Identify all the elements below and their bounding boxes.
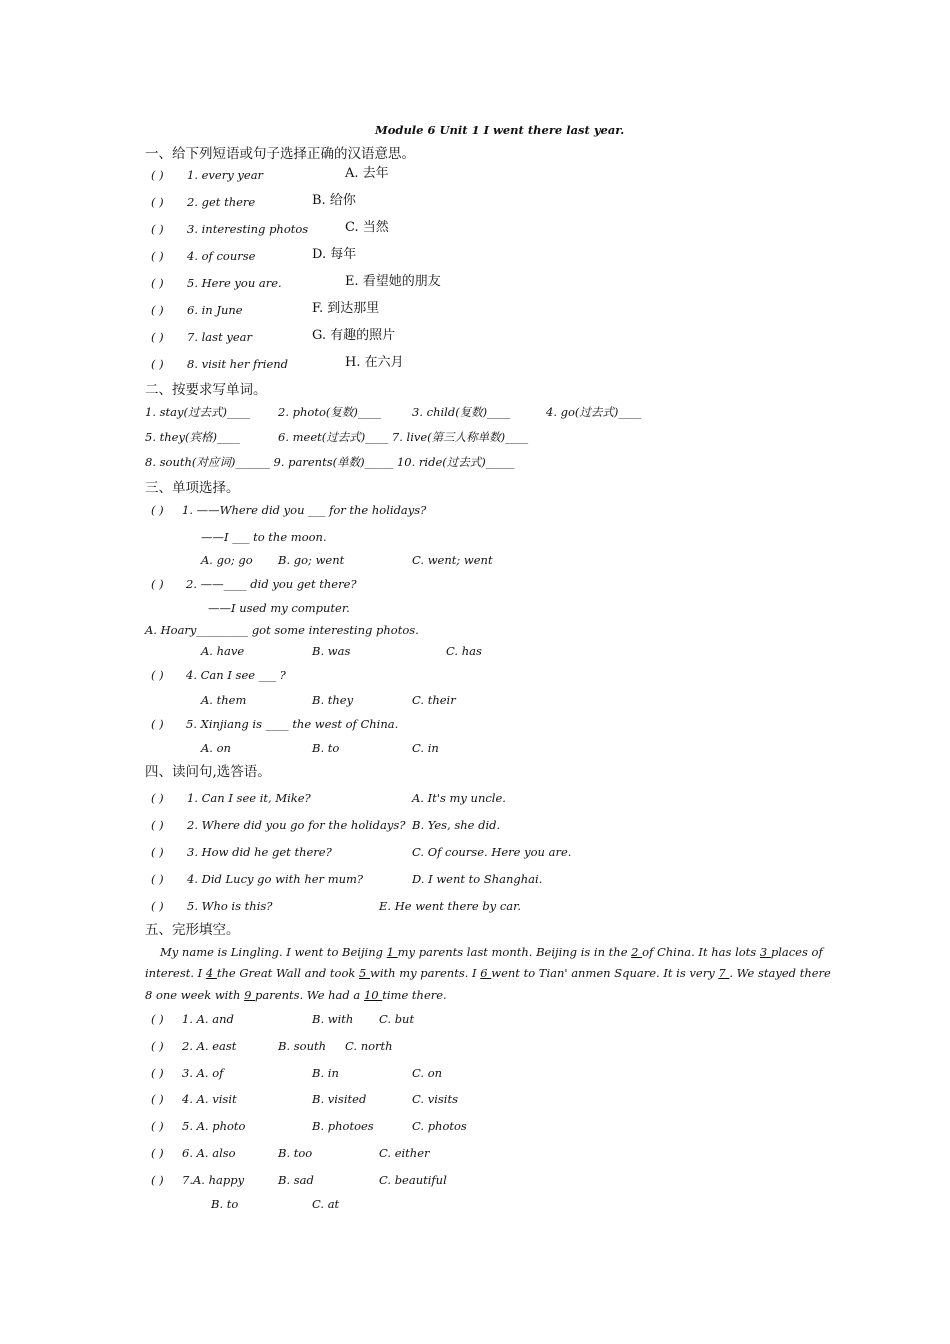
passage-line [160, 945, 823, 959]
choice-option: 5. A. photo [182, 1119, 246, 1133]
phrase-item: 1. every year [187, 168, 264, 182]
question-text: 2. Where did you go for the holidays? [187, 818, 406, 832]
passage-text: interest. I [145, 966, 206, 980]
answer-paren[interactable]: ( ) [151, 276, 164, 290]
reply-option: A. It's my uncle. [412, 791, 506, 805]
choice-option: B. with [312, 1012, 354, 1026]
choice-option: A. go; go [201, 553, 253, 567]
word-task[interactable]: 5. they(宾格)____ [145, 430, 240, 444]
section-2-heading: 二、按要求写单词。 [145, 382, 267, 398]
answer-paren[interactable]: ( ) [151, 899, 164, 913]
answer-paren[interactable]: ( ) [151, 1146, 164, 1160]
reply-option: D. I went to Shanghai. [412, 872, 543, 886]
blank-number[interactable]: 4 [205, 966, 217, 980]
answer-paren[interactable]: ( ) [151, 1092, 164, 1106]
passage-text: of China. It has lots [642, 945, 760, 959]
blank-number[interactable]: 9 [244, 988, 256, 1002]
choice-option: C. beautiful [379, 1173, 447, 1187]
choice-option: B. visited [312, 1092, 367, 1106]
passage-text: time there. [382, 988, 447, 1002]
answer-paren[interactable]: ( ) [151, 1039, 164, 1053]
choice-option: C. went; went [412, 553, 493, 567]
answer-paren[interactable]: ( ) [151, 222, 164, 236]
choice-option: A. them [201, 693, 247, 707]
section-4-heading: 四、读问句,选答语。 [145, 764, 271, 780]
choice-option: C. either [379, 1146, 430, 1160]
blank-number[interactable]: 10 [363, 988, 383, 1002]
meaning-option: B. 给你 [312, 193, 356, 208]
meaning-option: G. 有趣的照片 [312, 328, 396, 343]
reply-option: B. Yes, she did. [412, 818, 501, 832]
answer-paren[interactable]: ( ) [151, 791, 164, 805]
passage-text: parents. We had a [255, 988, 364, 1002]
choice-option: B. in [312, 1066, 339, 1080]
phrase-item: 7. last year [187, 330, 252, 344]
phrase-item: 4. of course [187, 249, 256, 263]
answer-paren[interactable]: ( ) [151, 818, 164, 832]
blank-number[interactable]: 7 [718, 966, 730, 980]
page-title: Module 6 Unit 1 I went there last year. [375, 123, 625, 137]
word-task[interactable]: 8. south(对应词)______ 9. parents(单数)_____ 10. ride(过去式)_____ [145, 455, 515, 469]
question-text: 4. Did Lucy go with her mum? [187, 872, 364, 886]
choice-option: B. too [278, 1146, 313, 1160]
passage-line [145, 988, 447, 1002]
reply-option: E. He went there by car. [379, 899, 522, 913]
section-5-heading: 五、完形填空。 [145, 922, 240, 938]
passage-text: went to Tian' anmen Square. It is very [491, 966, 719, 980]
answer-paren[interactable]: ( ) [151, 1173, 164, 1187]
answer-paren[interactable]: ( ) [151, 668, 164, 682]
word-task[interactable]: 6. meet(过去式)____ 7. live(第三人称单数)____ [278, 430, 529, 444]
choice-option: C. on [412, 1066, 443, 1080]
answer-paren[interactable]: ( ) [151, 168, 164, 182]
choice-option: B. go; went [278, 553, 345, 567]
answer-paren[interactable]: ( ) [151, 872, 164, 886]
passage-text: my parents last month. Beijing is in the [397, 945, 632, 959]
section-1-heading: 一、给下列短语或句子选择正确的汉语意思。 [145, 146, 415, 162]
choice-option: B. they [312, 693, 354, 707]
choice-option: C. north [345, 1039, 393, 1053]
phrase-item: 8. visit her friend [187, 357, 289, 371]
answer-paren[interactable]: ( ) [151, 303, 164, 317]
word-task[interactable]: 4. go(过去式)____ [546, 405, 642, 419]
choice-option: 2. A. east [182, 1039, 237, 1053]
phrase-item: 2. get there [187, 195, 256, 209]
choice-option: B. sad [278, 1173, 314, 1187]
choice-option: B. to [312, 741, 340, 755]
meaning-option: A. 去年 [345, 166, 389, 181]
word-task[interactable]: 2. photo(复数)____ [278, 405, 381, 419]
choice-option: C. but [379, 1012, 415, 1026]
question-text: 5. Who is this? [187, 899, 273, 913]
answer-paren[interactable]: ( ) [151, 503, 164, 517]
section-3-heading: 三、单项选择。 [145, 480, 240, 496]
choice-option: C. has [446, 644, 482, 658]
choice-option: 1. A. and [182, 1012, 234, 1026]
choice-option: B. was [312, 644, 351, 658]
choice-option: 3. A. of [182, 1066, 224, 1080]
meaning-option: C. 当然 [345, 220, 389, 235]
choice-option: 6. A. also [182, 1146, 236, 1160]
choice-option: 7.A. happy [182, 1173, 245, 1187]
reply-option: C. Of course. Here you are. [412, 845, 572, 859]
choice-option: C. in [412, 741, 439, 755]
question-text: ——I ___ to the moon. [201, 530, 327, 544]
answer-paren[interactable]: ( ) [151, 1066, 164, 1080]
choice-option: C. their [412, 693, 456, 707]
answer-paren[interactable]: ( ) [151, 249, 164, 263]
choice-option: B. photoes [312, 1119, 374, 1133]
phrase-item: 6. in June [187, 303, 243, 317]
meaning-option: F. 到达那里 [312, 301, 380, 316]
answer-paren[interactable]: ( ) [151, 195, 164, 209]
question-text: 1. Can I see it, Mike? [187, 791, 311, 805]
meaning-option: D. 每年 [312, 247, 357, 262]
passage-text: the Great Wall and took [216, 966, 360, 980]
choice-option: C. visits [412, 1092, 458, 1106]
meaning-option: H. 在六月 [345, 355, 404, 370]
blank-number[interactable]: 1 [386, 945, 398, 959]
choice-option: C. photos [412, 1119, 467, 1133]
choice-option: B. south [278, 1039, 327, 1053]
answer-paren[interactable]: ( ) [151, 845, 164, 859]
meaning-option: E. 看望她的朋友 [345, 274, 441, 289]
choice-option: A. have [201, 644, 245, 658]
passage-text: with my parents. I [370, 966, 481, 980]
answer-paren[interactable]: ( ) [151, 577, 164, 591]
passage-text: places of [770, 945, 823, 959]
choice-option: B. to [211, 1197, 239, 1211]
passage-text: . We stayed there [729, 966, 831, 980]
word-task[interactable]: 1. stay(过去式)____ [145, 405, 250, 419]
blank-number[interactable]: 6 [480, 966, 492, 980]
question-text: 2. ——____ did you get there? [186, 577, 357, 591]
phrase-item: 3. interesting photos [187, 222, 309, 236]
choice-option: 4. A. visit [182, 1092, 237, 1106]
passage-line [145, 966, 831, 980]
passage-text: My name is Lingling. I went to Beijing [160, 945, 387, 959]
choice-option: A. on [201, 741, 231, 755]
question-text: ——I used my computer. [208, 601, 350, 615]
question-text: 3. How did he get there? [187, 845, 332, 859]
phrase-item: 5. Here you are. [187, 276, 282, 290]
answer-paren[interactable]: ( ) [151, 717, 164, 731]
question-text: 1. ——Where did you ___ for the holidays? [182, 503, 427, 517]
question-text: 5. Xinjiang is ____ the west of China. [186, 717, 399, 731]
word-task[interactable]: 3. child(复数)____ [412, 405, 511, 419]
blank-number[interactable]: 2 [631, 945, 643, 959]
choice-option: C. at [312, 1197, 340, 1211]
answer-paren[interactable]: ( ) [151, 357, 164, 371]
blank-number[interactable]: 5 [359, 966, 371, 980]
question-text: A. Hoary_________ got some interesting photos. [145, 623, 419, 637]
answer-paren[interactable]: ( ) [151, 330, 164, 344]
answer-paren[interactable]: ( ) [151, 1012, 164, 1026]
blank-number[interactable]: 3 [759, 945, 771, 959]
answer-paren[interactable]: ( ) [151, 1119, 164, 1133]
question-text: 4. Can I see ___ ? [186, 668, 286, 682]
passage-text: 8 one week with [145, 988, 245, 1002]
